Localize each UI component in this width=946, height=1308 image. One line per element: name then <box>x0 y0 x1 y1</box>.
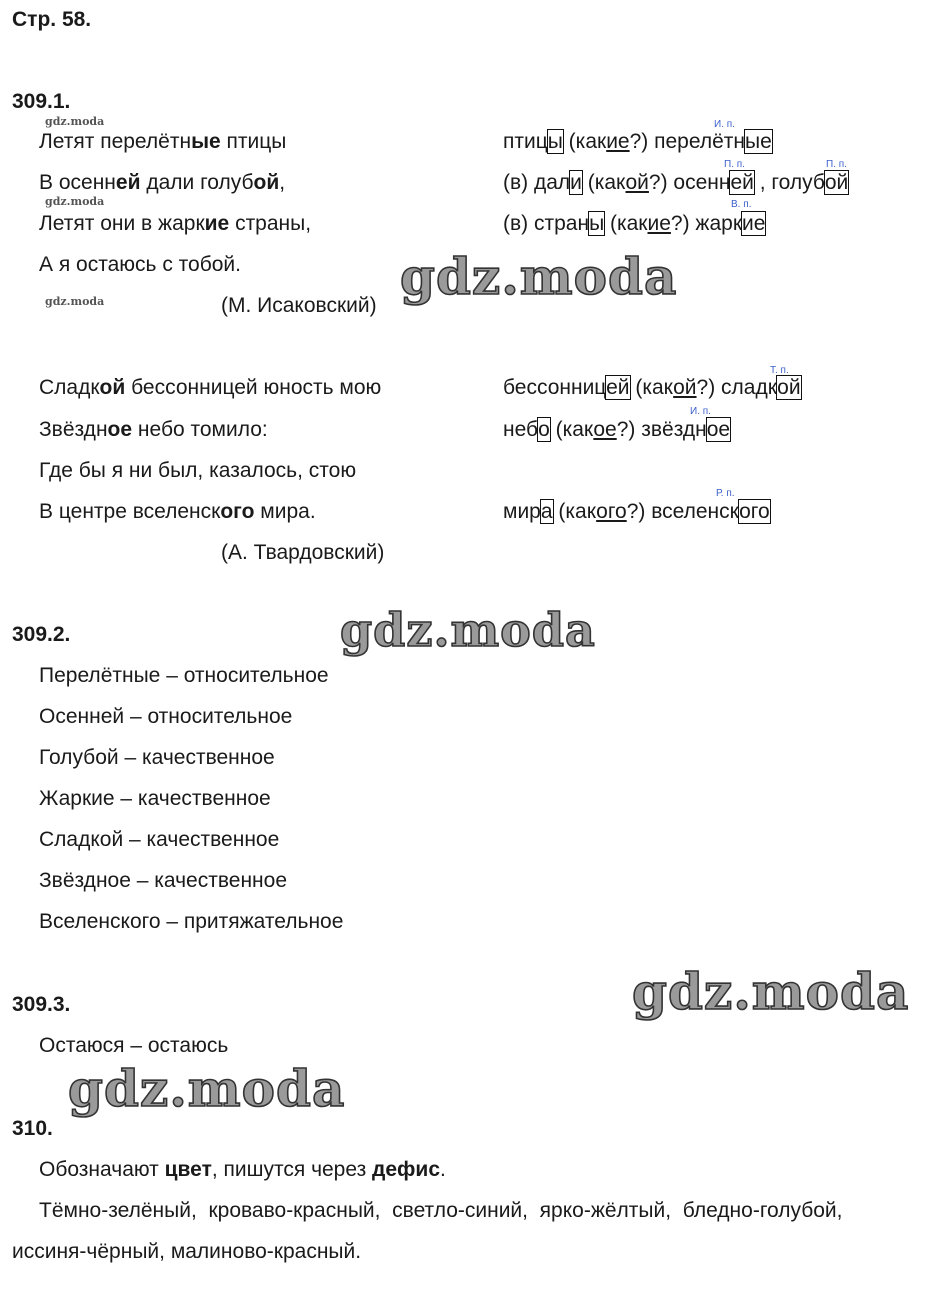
poem-line: Летят они в жаркие страны, <box>39 212 312 235</box>
case-label: П. п. <box>724 159 745 170</box>
poem-line: В центре вселенского мира. <box>39 500 316 523</box>
ending-box: ей <box>606 376 630 399</box>
case-label: П. п. <box>826 159 847 170</box>
list-item: Сладкой – качественное <box>39 828 280 851</box>
poem-line: В осенней дали голубой, <box>39 171 286 194</box>
exercise-number-309-1: 309.1. <box>12 90 71 113</box>
answer-line: Остаюся – остаюсь <box>39 1034 229 1057</box>
poem-author: (А. Твардовский) <box>221 541 385 564</box>
list-item: Голубой – качественное <box>39 746 275 769</box>
ending-box: ей <box>730 171 754 194</box>
analysis-line: (в) страны (какие?) жаркие <box>503 212 766 235</box>
case-label: Т. п. <box>770 365 789 376</box>
watermark-large: gdz.moda <box>68 1059 346 1118</box>
analysis-line: бессонницей (какой?) сладкой <box>503 376 801 399</box>
answer-line: Обозначают цвет, пишутся через дефис. <box>39 1158 446 1181</box>
watermark-small: gdz.moda <box>45 195 105 208</box>
exercise-number-309-2: 309.2. <box>12 623 71 646</box>
analysis-line: (в) дали (какой?) осенней , голубой <box>503 171 849 194</box>
poem-line: Где бы я ни был, казалось, стою <box>39 459 357 482</box>
ending-box: а <box>540 500 553 523</box>
poem-line: Сладкой бессонницей юность мою <box>39 376 382 399</box>
list-item: Вселенского – притяжательное <box>39 910 344 933</box>
case-label: В. п. <box>731 199 752 210</box>
watermark-large: gdz.moda <box>632 962 910 1021</box>
exercise-number-310: 310. <box>12 1117 53 1140</box>
poem-line: А я остаюсь с тобой. <box>39 253 241 276</box>
page-title: Стр. 58. <box>12 8 92 31</box>
ending-box: ой <box>777 376 801 399</box>
ending-box: ого <box>739 500 770 523</box>
ending-box: о <box>538 418 550 441</box>
list-item: Перелётные – относительное <box>39 664 329 687</box>
poem-line: Звёздное небо томило: <box>39 418 268 441</box>
watermark-large: gdz.moda <box>400 247 678 306</box>
watermark-large: gdz.moda <box>340 603 596 657</box>
analysis-line: мира (какого?) вселенского <box>503 500 770 523</box>
watermark-small: gdz.moda <box>45 115 105 128</box>
ending-box: ы <box>547 130 563 153</box>
analysis-line: птицы (какие?) перелётные <box>503 130 772 153</box>
case-label: И. п. <box>690 406 711 417</box>
analysis-line: небо (какое?) звёздное <box>503 418 731 441</box>
answer-line: иссиня-чёрный, малиново-красный. <box>12 1240 362 1263</box>
ending-box: ое <box>706 418 731 441</box>
ending-box: ие <box>742 212 766 235</box>
ending-box: и <box>570 171 582 194</box>
poem-author: (М. Исаковский) <box>221 294 377 317</box>
case-label: И. п. <box>714 119 735 130</box>
list-item: Жаркие – качественное <box>39 787 271 810</box>
list-item: Звёздное – качественное <box>39 869 288 892</box>
watermark-small: gdz.moda <box>45 295 105 308</box>
exercise-number-309-3: 309.3. <box>12 993 71 1016</box>
list-item: Осенней – относительное <box>39 705 293 728</box>
poem-line: Летят перелётные птицы <box>39 130 287 153</box>
answer-line: Тёмно-зелёный, кроваво-красный, светло-синий, ярко-жёлтый, бледно-голубой, <box>39 1199 843 1222</box>
ending-box: ы <box>589 212 605 235</box>
case-label: Р. п. <box>716 488 735 499</box>
ending-box: ые <box>744 130 772 153</box>
ending-box: ой <box>824 171 849 194</box>
